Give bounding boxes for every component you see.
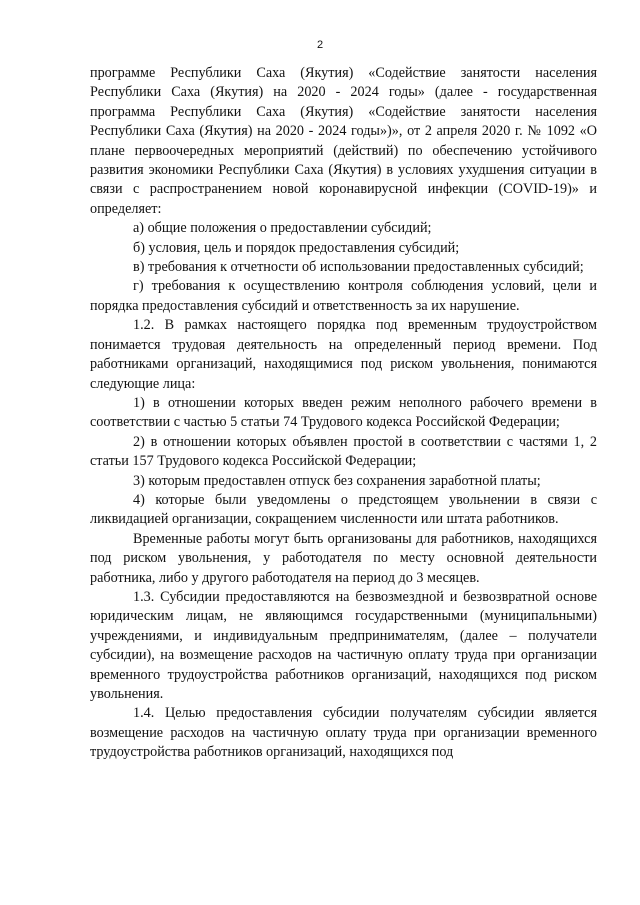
paragraph-1-2: 1.2. В рамках настоящего порядка под временным трудоустройством понимается трудовая деятельность на определенный период времени. Под работниками организаций, находящимися под риском увольнения, понимаются следующие лица:	[90, 317, 597, 392]
list-item-1: 1) в отношении которых введен режим неполного рабочего времени в соответствии с частью 5 статьи 74 Трудового кодекса Российской Федерации;	[90, 394, 597, 431]
paragraph-1-3: 1.3. Субсидии предоставляются на безвозмездной и безвозвратной основе юридическим лицам, не являющимся государственными (муниципальными) учреждениями, и индивидуальным предпринимателям, (далее – получатели субсидии), на возмещение расходов на частичную оплату труда при организации временного трудоустройства работников организаций, находящихся под риском увольнения.	[90, 588, 597, 702]
list-item-4: 4) которые были уведомлены о предстоящем увольнении в связи с ликвидацией организации, сокращением численности или штата работников.	[90, 491, 597, 528]
list-item-2: 2) в отношении которых объявлен простой в соответствии с частями 1, 2 статьи 157 Трудового кодекса Российской Федерации;	[90, 433, 597, 470]
paragraph-1-4: 1.4. Целью предоставления субсидии получателям субсидии является возмещение расходов на частичную оплату труда при организации временного трудоустройства работников организаций, находящихся под	[90, 705, 597, 761]
paragraph-intro-continuation: программе Республики Саха (Якутия) «Содействие занятости населения Республики Саха (Якутия) на 2020 - 2024 годы» (далее - государственная программа Республики Саха (Якутия) «Содействие занятости населения Республики Саха (Якутия) на 2020 - 2024 годы»)», от 2 апреля 2020 г. № 1092 «О плане первоочередных мероприятий (действий) по обеспечению устойчивого развития экономики Республики Саха (Якутия) в условиях ухудшения ситуации в связи с распространением новой коронавирусной инфекции (COVID-19)» и определяет:	[90, 65, 597, 217]
document-body	[90, 64, 597, 763]
list-item-3: 3) которым предоставлен отпуск без сохранения заработной платы;	[133, 472, 541, 489]
list-item-g: г) требования к осуществлению контроля соблюдения условий, цели и порядка предоставления субсидий и ответственность за их нарушение.	[90, 278, 597, 314]
list-item-a: а) общие положения о предоставлении субсидий;	[133, 220, 432, 237]
list-item-b: б) условия, цель и порядок предоставления субсидий;	[133, 239, 460, 256]
paragraph-temporary-work: Временные работы могут быть организованы для работников, находящихся под риском увольнения, у работодателя по месту основной деятельности работника, либо у другого работодателя на период до 3 месяцев.	[90, 530, 597, 586]
list-item-v: в) требования к отчетности об использовании предоставленных субсидий;	[133, 259, 584, 276]
page-number: 2	[316, 39, 324, 51]
